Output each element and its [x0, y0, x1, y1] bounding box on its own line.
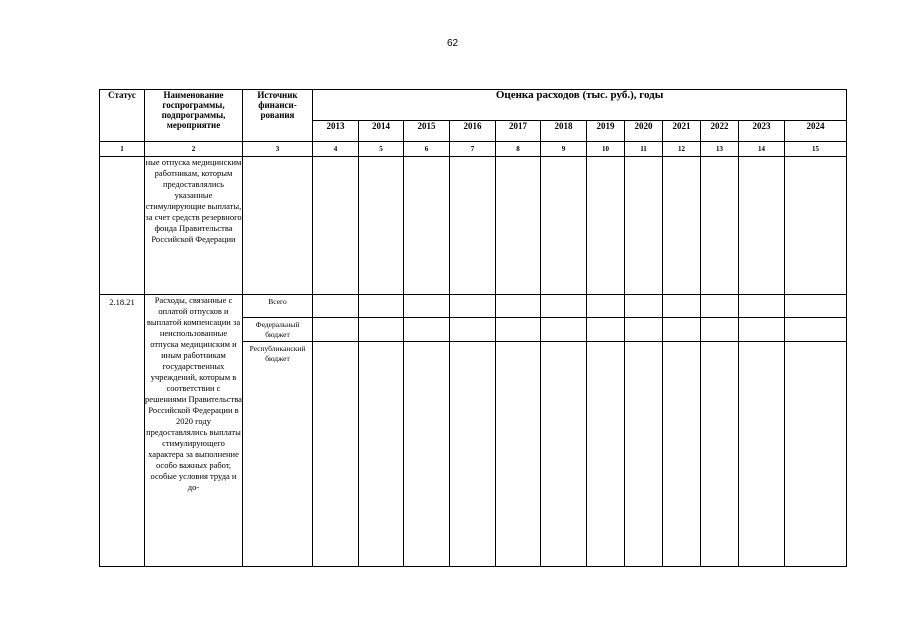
column-number: 3: [243, 142, 313, 157]
page-number: 62: [446, 38, 459, 49]
value-cell: [359, 318, 404, 342]
continuation-row: [100, 157, 847, 295]
value-cell: [663, 318, 701, 342]
value-cell: [785, 318, 847, 342]
column-number: 10: [587, 142, 625, 157]
column-number-row: [100, 142, 847, 157]
column-number: 7: [450, 142, 496, 157]
name-cell: [145, 295, 243, 567]
name-cell: [145, 157, 243, 295]
value-cell: [496, 318, 541, 342]
column-number: 1: [100, 142, 145, 157]
value-cell: [701, 295, 739, 318]
source-republican: Республиканский бюджет: [249, 344, 306, 363]
value-cell: [313, 157, 359, 295]
header-year: 2015: [404, 121, 450, 142]
header-name: Наименование госпрограммы, подпрограммы, мероприятие: [145, 90, 243, 142]
column-number: 14: [739, 142, 785, 157]
header-year: 2018: [541, 121, 587, 142]
value-cell: [739, 157, 785, 295]
header-year: 2017: [496, 121, 541, 142]
value-cell: [313, 342, 359, 567]
header-year: 2023: [739, 121, 785, 142]
column-number: 6: [404, 142, 450, 157]
header-row: [100, 90, 847, 121]
item-name: Расходы, связанные с оплатой отпусков и выплатой компенсации за неиспользованные отпуска медицинским и иным работникам государственных учреждений, которым в соответствии с решениями Правительства Российской Федерации в 2020 году предоставлялись выплаты стимулирующего характера за выполнение особо важных работ, особые условия труда и до-: [145, 295, 242, 492]
value-cell: [359, 295, 404, 318]
value-cell: [450, 157, 496, 295]
column-number: 4: [313, 142, 359, 157]
value-cell: [663, 157, 701, 295]
header-year: 2019: [587, 121, 625, 142]
value-cell: [313, 295, 359, 318]
value-cell: [541, 157, 587, 295]
item-code: 2.18.21: [109, 297, 135, 307]
column-number: 9: [541, 142, 587, 157]
status-cell: [100, 295, 145, 567]
value-cell: [701, 342, 739, 567]
value-cell: [625, 157, 663, 295]
column-number: 15: [785, 142, 847, 157]
value-cell: [313, 318, 359, 342]
header-status: Статус: [100, 90, 145, 142]
value-cell: [496, 342, 541, 567]
value-cell: [701, 157, 739, 295]
source-federal: Федеральный бюджет: [255, 320, 300, 339]
value-cell: [404, 157, 450, 295]
continuation-text: ные отпуска медицинским работникам, которым предоставлялись указанные стимулирующие выплаты, за счет средств резервного фонда Правительства Российской Федерации: [145, 157, 242, 244]
value-cell: [739, 295, 785, 318]
column-number: 5: [359, 142, 404, 157]
value-cell: [450, 342, 496, 567]
header-year: 2016: [450, 121, 496, 142]
value-cell: [496, 295, 541, 318]
header-year: 2024: [785, 121, 847, 142]
value-cell: [541, 295, 587, 318]
value-cell: [625, 318, 663, 342]
value-cell: [739, 318, 785, 342]
value-cell: [701, 318, 739, 342]
value-cell: [785, 157, 847, 295]
header-year: 2013: [313, 121, 359, 142]
header-year: 2022: [701, 121, 739, 142]
source-cell: [243, 318, 313, 342]
column-number: 13: [701, 142, 739, 157]
value-cell: [496, 157, 541, 295]
column-number: 8: [496, 142, 541, 157]
value-cell: [587, 295, 625, 318]
value-cell: [450, 295, 496, 318]
value-cell: [625, 295, 663, 318]
status-cell: [100, 157, 145, 295]
value-cell: [359, 342, 404, 567]
header-year: 2014: [359, 121, 404, 142]
value-cell: [587, 318, 625, 342]
header-source: Источник финанси-рования: [243, 90, 313, 142]
header-expenses-group: Оценка расходов (тыс. руб.), годы: [313, 90, 847, 121]
value-cell: [541, 342, 587, 567]
column-number: 12: [663, 142, 701, 157]
value-cell: [359, 157, 404, 295]
value-cell: [663, 295, 701, 318]
value-cell: [541, 318, 587, 342]
expenses-table: [99, 89, 847, 567]
value-cell: [587, 342, 625, 567]
column-number: 11: [625, 142, 663, 157]
value-cell: [625, 342, 663, 567]
value-cell: [739, 342, 785, 567]
value-cell: [404, 318, 450, 342]
column-number: 2: [145, 142, 243, 157]
header-year: 2021: [663, 121, 701, 142]
source-cell: [243, 295, 313, 318]
header-year: 2020: [625, 121, 663, 142]
source-cell: [243, 157, 313, 295]
value-cell: [587, 157, 625, 295]
source-total: Всего: [268, 297, 287, 306]
value-cell: [404, 342, 450, 567]
value-cell: [450, 318, 496, 342]
source-cell: [243, 342, 313, 567]
value-cell: [785, 295, 847, 318]
value-cell: [785, 342, 847, 567]
table-row: [100, 295, 847, 318]
value-cell: [404, 295, 450, 318]
value-cell: [663, 342, 701, 567]
